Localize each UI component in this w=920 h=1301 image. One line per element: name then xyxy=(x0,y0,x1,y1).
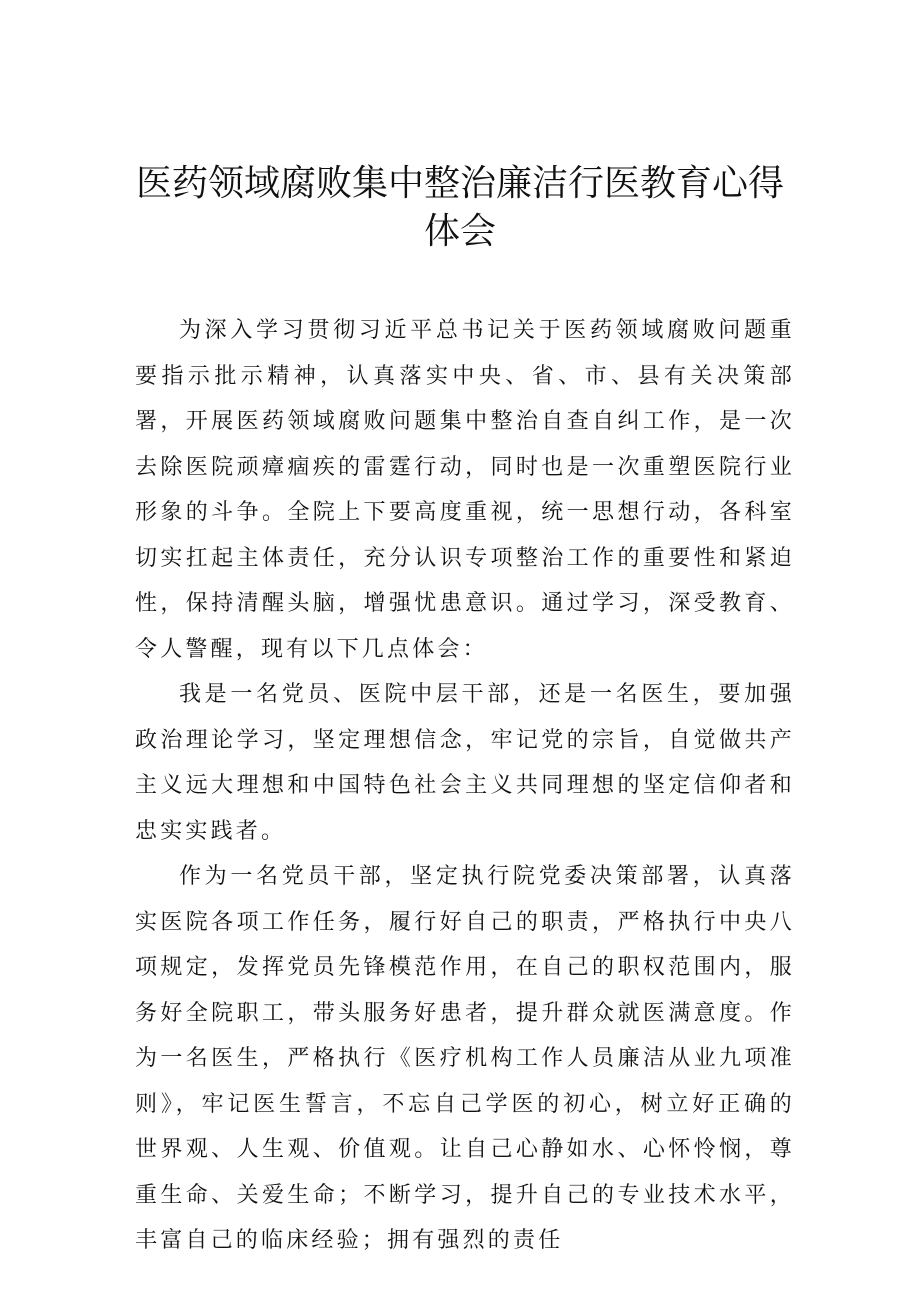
paragraph-2: 我是一名党员、医院中层干部，还是一名医生，要加强政治理论学习，坚定理想信念，牢记党的宗旨，自觉做共产主义远大理想和中国特色社会主义共同理想的坚定信仰者和忠实实践者。 xyxy=(135,682,795,844)
document-title xyxy=(100,160,820,256)
paragraph-3: 作为一名党员干部，坚定执行院党委决策部署，认真落实医院各项工作任务，履行好自己的职责，严格执行中央八项规定，发挥党员先锋模范作用，在自己的职权范围内，服务好全院职工，带头服务好患者，提升群众就医满意度。作为一名医生，严格执行《医疗机构工作人员廉洁从业九项准则》，牢记医生誓言，不忘自己学医的初心，树立好正确的世界观、人生观、价值观。让自己心静如水、心怀怜悯，尊重生命、关爱生命；不断学习，提升自己的专业技术水平，丰富自己的临床经验；拥有强烈的责任 xyxy=(135,864,795,1253)
title-line-2: 体会 xyxy=(423,211,496,252)
paragraph-1: 为深入学习贯彻习近平总书记关于医药领域腐败问题重要指示批示精神，认真落实中央、省、市、县有关决策部署，开展医药领域腐败问题集中整治自查自纠工作，是一次去除医院顽瘴痼疾的雷霆行动，同时也是一次重塑医院行业形象的斗争。全院上下要高度重视，统一思想行动，各科室切实扛起主体责任，充分认识专项整治工作的重要性和紧迫性，保持清醒头脑，增强忧患意识。通过学习，深受教育、令人警醒，现有以下几点体会： xyxy=(135,318,795,662)
document-body xyxy=(135,308,795,1264)
title-line-1: 医药领域腐败集中整治廉洁行医教育心得 xyxy=(135,163,784,204)
